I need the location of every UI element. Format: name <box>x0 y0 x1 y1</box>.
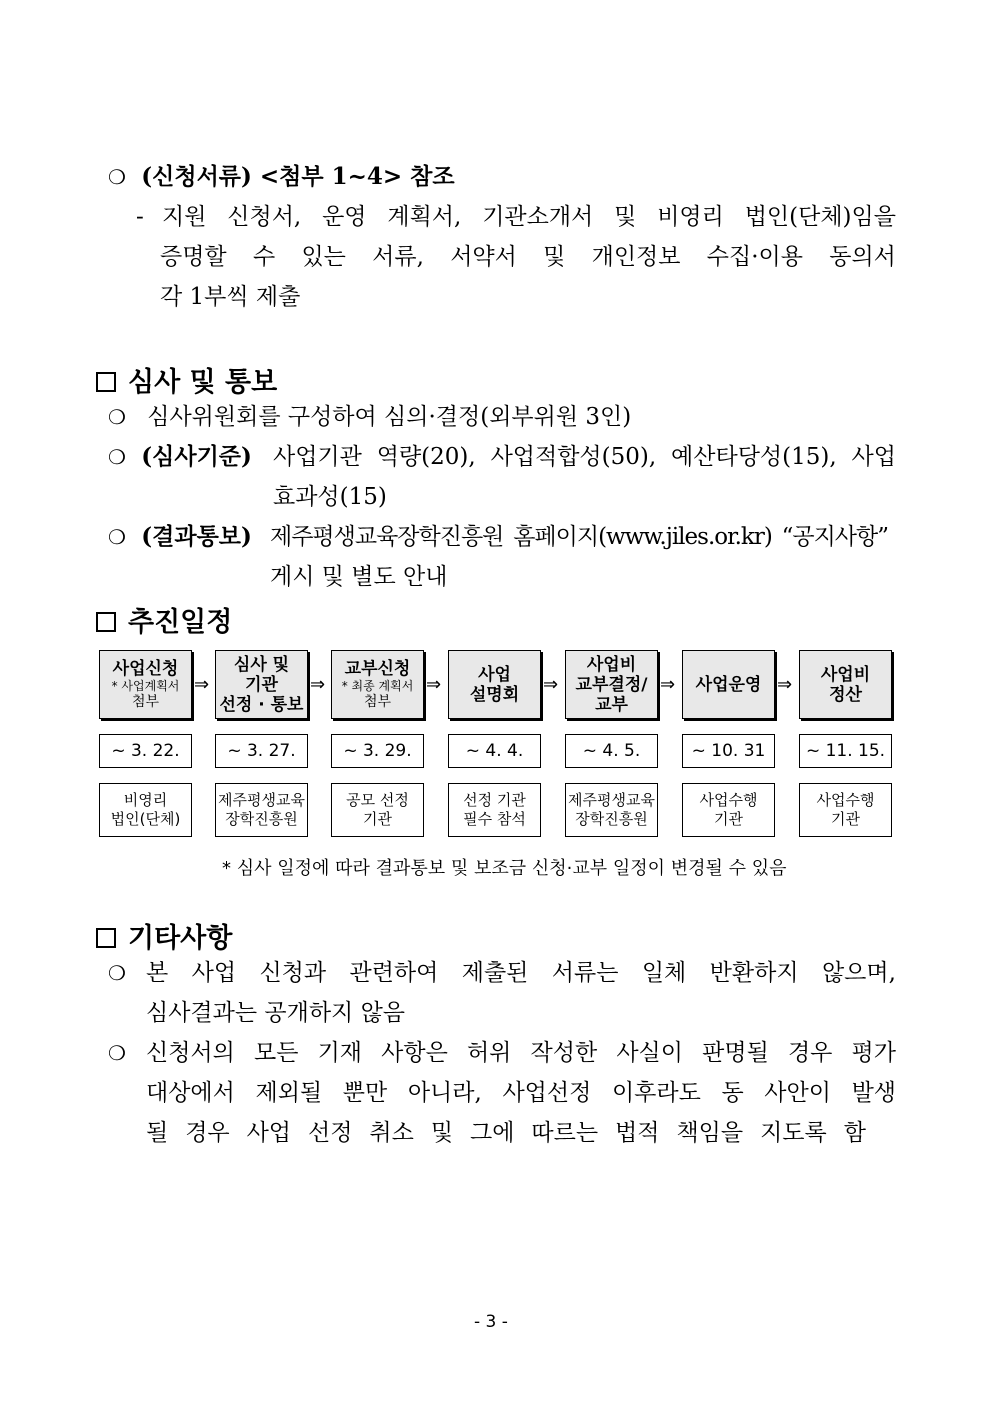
stage-label: 심사 및 <box>233 654 290 675</box>
word: 개인정보 <box>591 244 681 270</box>
word: 신청서, <box>227 204 302 230</box>
word: 홈페이지(www.jiles.or.kr) <box>513 524 772 550</box>
word: 판명될 <box>702 1040 769 1066</box>
square-bullet-icon <box>96 372 116 392</box>
date-text: ~ 11. 15. <box>805 741 886 761</box>
word: 아니라, <box>407 1080 482 1106</box>
word: 및 <box>543 244 566 270</box>
word: 수 <box>252 244 276 270</box>
schedule-org-box <box>331 783 424 837</box>
schedule-date-box <box>799 734 892 768</box>
org-label: 사업수행 <box>699 791 758 809</box>
schedule-date-box <box>565 734 658 768</box>
org-label: 장학진흥원 <box>225 810 298 828</box>
org-label: 선정 기관 <box>463 791 526 809</box>
word: 모든 <box>254 1040 299 1066</box>
word: 본 <box>146 960 169 986</box>
word: 작성한 <box>530 1040 598 1066</box>
arrow-icon: ⇒ <box>310 674 326 695</box>
stage-label: 교부결정/ <box>575 674 648 695</box>
org-label: 법인(단체) <box>110 810 181 828</box>
docs-desc-line-1 <box>162 202 896 232</box>
date-text: ~ 4. 4. <box>465 741 524 761</box>
schedule-stage-box <box>215 650 308 719</box>
stage-label: 첨부 <box>131 694 160 710</box>
stage-label: 사업 <box>478 664 511 685</box>
word: 이후라도 <box>611 1080 701 1106</box>
review-heading-text: 심사 및 통보 <box>128 367 278 398</box>
org-label: 비영리 <box>123 791 168 809</box>
etc-item-2-line-1 <box>146 1038 896 1068</box>
word: 경우 <box>787 1040 833 1066</box>
word: 취소 <box>369 1120 414 1146</box>
word: 서약서 <box>450 244 517 270</box>
stage-label: * 사업계획서 <box>111 679 180 693</box>
word: 제출된 <box>461 960 529 986</box>
arrow-icon: ⇒ <box>543 674 559 695</box>
word: 증명할 <box>160 244 227 270</box>
word: 사업 <box>246 1120 292 1146</box>
page-number: - 3 - <box>474 1312 508 1332</box>
stage-label: 사업신청 <box>112 659 179 679</box>
word: 지원 <box>162 204 207 230</box>
circle-bullet-icon: ❍ <box>108 1041 126 1065</box>
dash-marker: - <box>136 204 144 230</box>
schedule-date-box <box>448 734 541 768</box>
stage-label: 사업운영 <box>695 674 762 695</box>
stage-label: 기관 <box>245 674 278 695</box>
criteria-line-2: 효과성(15) <box>273 484 387 510</box>
schedule-org-box <box>215 783 308 837</box>
stage-label: 사업비 <box>820 664 871 685</box>
word: 기관소개서 <box>482 204 594 230</box>
word: 않으며, <box>821 960 896 986</box>
section-heading-review <box>96 360 277 399</box>
word: 서류는 <box>551 960 619 986</box>
word: 함 <box>843 1120 866 1146</box>
arrow-icon: ⇒ <box>426 674 442 695</box>
word: 허위 <box>466 1040 512 1066</box>
schedule-stage-box <box>682 650 775 719</box>
word: 서류, <box>372 244 424 270</box>
circle-bullet-icon: ❍ <box>108 165 126 189</box>
etc-item-2-line-2 <box>146 1078 896 1108</box>
word: 평가 <box>851 1040 896 1066</box>
word: 경우 <box>185 1120 230 1146</box>
date-text: ~ 3. 22. <box>111 741 180 761</box>
word: 사안이 <box>764 1080 831 1106</box>
etc-item-2-line-3 <box>146 1118 866 1148</box>
schedule-org-box <box>565 783 658 837</box>
org-label: 공모 선정 <box>346 791 409 809</box>
docs-title: (신청서류) <첨부 1~4> 참조 <box>141 163 455 190</box>
word: 및 <box>614 204 637 230</box>
word: 사업 <box>851 444 896 470</box>
schedule-org-box <box>99 783 192 837</box>
org-label: 장학진흥원 <box>575 810 648 828</box>
org-label: 기관 <box>714 810 743 828</box>
section-heading-etc <box>96 916 232 955</box>
etc-heading-text: 기타사항 <box>128 923 233 954</box>
criteria-line-1 <box>273 442 896 472</box>
word: 신청서의 <box>146 1040 235 1066</box>
schedule-stage-box <box>565 650 658 719</box>
stage-label: 설명회 <box>469 684 520 705</box>
schedule-heading-text: 추진일정 <box>128 607 233 638</box>
schedule-stage-box <box>331 650 424 719</box>
word: 사업적합성(50), <box>490 444 657 470</box>
word: 그에 <box>470 1120 515 1146</box>
circle-bullet-icon: ❍ <box>108 405 126 429</box>
word: 반환하지 <box>709 960 799 986</box>
word: “공지사항” <box>781 524 888 550</box>
docs-desc-line-2 <box>160 242 896 272</box>
word: 일체 <box>641 960 687 986</box>
org-label: 제주평생교육 <box>568 791 655 809</box>
org-label: 제주평생교육 <box>218 791 305 809</box>
stage-label: 선정 · 통보 <box>219 694 304 715</box>
review-item-2-label <box>108 442 252 472</box>
word: 사항은 <box>381 1040 448 1066</box>
result-line-1 <box>270 522 888 552</box>
org-label: 필수 참석 <box>463 810 526 828</box>
org-label: 기관 <box>363 810 392 828</box>
word: 발생 <box>851 1080 896 1106</box>
word: 사실이 <box>616 1040 683 1066</box>
circle-bullet-icon: ❍ <box>108 525 126 549</box>
review-item-3-label <box>108 522 252 552</box>
stage-label: 첨부 <box>363 694 392 710</box>
schedule-date-box <box>215 734 308 768</box>
stage-label: 정산 <box>829 684 862 705</box>
schedule-org-box <box>448 783 541 837</box>
schedule-date-box <box>99 734 192 768</box>
schedule-stage-box <box>799 650 892 719</box>
schedule-stage-box <box>99 650 192 719</box>
schedule-date-box <box>331 734 424 768</box>
word: 제주평생교육장학진흥원 <box>270 524 504 550</box>
word: 기재 <box>317 1040 363 1066</box>
word: 지도록 <box>760 1120 827 1146</box>
word: 책임을 <box>676 1120 744 1146</box>
stage-label: 교부신청 <box>344 659 411 679</box>
word: 계획서, <box>387 204 462 230</box>
result-label: (결과통보) <box>141 523 252 550</box>
word: 제외될 <box>255 1080 323 1106</box>
stage-label: 사업비 <box>586 654 637 675</box>
date-text: ~ 3. 29. <box>343 741 412 761</box>
word: 수집·이용 <box>706 244 803 270</box>
square-bullet-icon <box>96 928 116 948</box>
word: 대상에서 <box>146 1080 235 1106</box>
date-text: ~ 3. 27. <box>227 741 296 761</box>
arrow-icon: ⇒ <box>660 674 676 695</box>
word: 법인(단체)임을 <box>744 204 896 230</box>
word: 역량(20), <box>376 444 476 470</box>
criteria-label: (심사기준) <box>141 443 252 470</box>
word: 뿐만 <box>342 1080 388 1106</box>
arrow-icon: ⇒ <box>777 674 793 695</box>
circle-bullet-icon: ❍ <box>108 961 126 985</box>
circle-bullet-icon: ❍ <box>108 445 126 469</box>
word: 있는 <box>301 244 346 270</box>
etc-item-1-line-2: 심사결과는 공개하지 않음 <box>146 1000 406 1026</box>
review-item-1 <box>108 402 631 432</box>
review-item-1-text: 심사위원회를 구성하여 심의·결정(외부위원 3인) <box>147 404 632 430</box>
word: 예산타당성(15), <box>671 444 837 470</box>
word: 사업기관 <box>273 444 362 470</box>
org-label: 기관 <box>831 810 860 828</box>
word: 사업 <box>191 960 237 986</box>
word: 운영 <box>322 204 367 230</box>
schedule-stage-box <box>448 650 541 719</box>
word: 동의서 <box>829 244 896 270</box>
word: 사업선정 <box>502 1080 592 1106</box>
arrow-icon: ⇒ <box>194 674 210 695</box>
schedule-org-box <box>799 783 892 837</box>
word: 될 <box>146 1120 169 1146</box>
section-heading-schedule <box>96 600 232 639</box>
word: 따르는 <box>531 1120 599 1146</box>
date-text: ~ 10. 31 <box>691 741 766 761</box>
date-text: ~ 4. 5. <box>582 741 641 761</box>
word: 동 <box>721 1080 744 1106</box>
square-bullet-icon <box>96 612 116 632</box>
word: 선정 <box>308 1120 353 1146</box>
word: 신청과 <box>259 960 327 986</box>
docs-item <box>108 162 455 192</box>
stage-label: 교부 <box>595 694 628 715</box>
stage-label: * 최종 계획서 <box>341 679 414 693</box>
schedule-org-box <box>682 783 775 837</box>
word: 비영리 <box>657 204 724 230</box>
etc-item-1-line-1 <box>146 958 896 988</box>
org-label: 사업수행 <box>816 791 875 809</box>
schedule-date-box <box>682 734 775 768</box>
word: 및 <box>430 1120 454 1146</box>
schedule-note: * 심사 일정에 따라 결과통보 및 보조금 신청·교부 일정이 변경될 수 있음 <box>222 858 787 879</box>
docs-desc-line-3: 각 1부씩 제출 <box>160 284 301 310</box>
word: 법적 <box>615 1120 660 1146</box>
result-line-2: 게시 및 별도 안내 <box>270 564 448 590</box>
word: 관련하여 <box>349 960 439 986</box>
